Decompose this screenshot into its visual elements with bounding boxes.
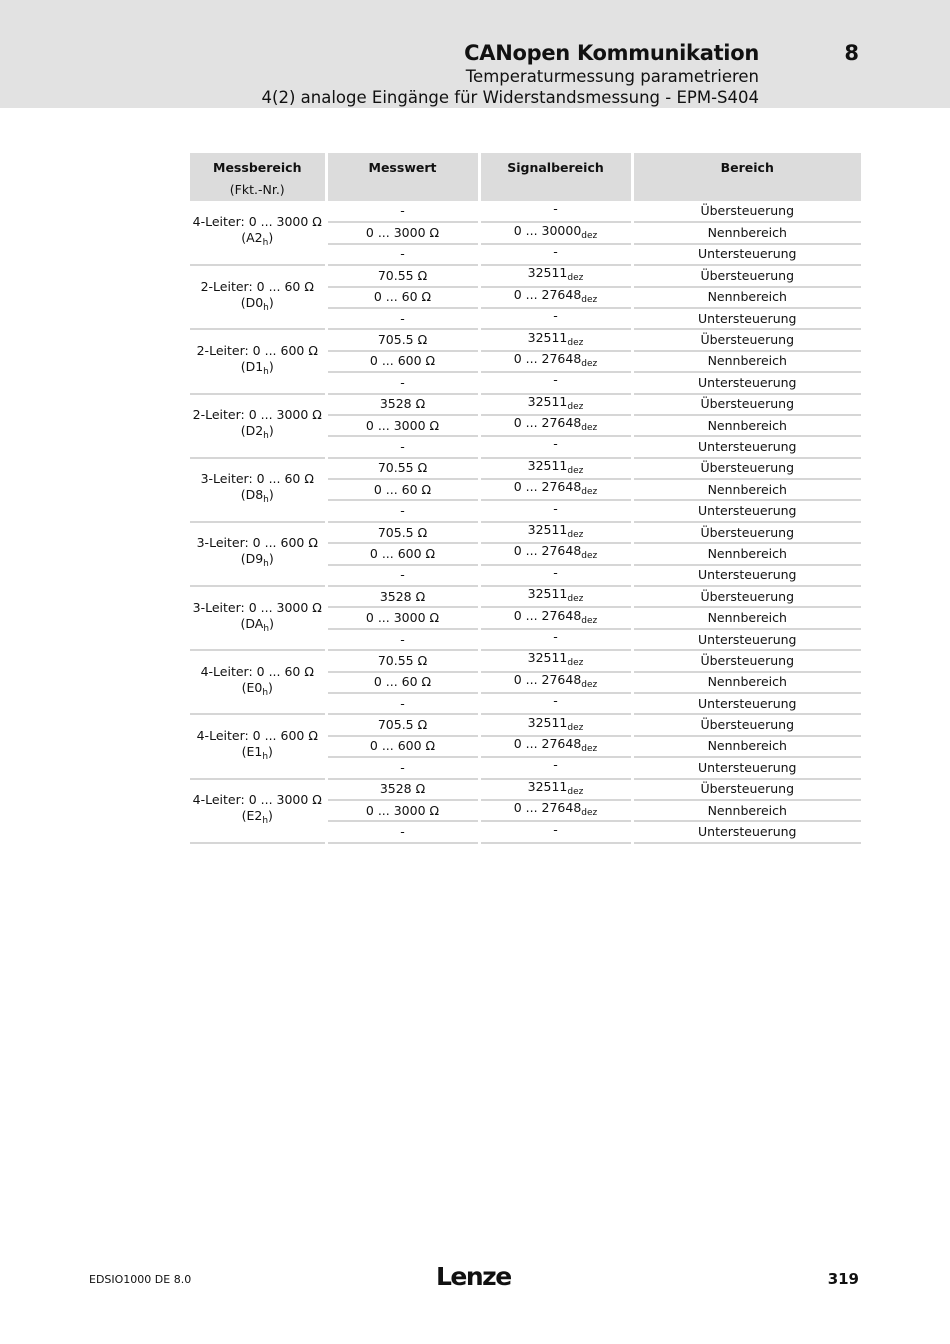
messbereich-cell: [190, 394, 326, 458]
function-code: $(D8_h)$: [240, 487, 274, 506]
signalbereich-cell: [479, 736, 632, 757]
signalbereich-unit: dez: [581, 358, 598, 369]
bereich-cell: Nennbereich: [632, 672, 861, 693]
bereich-cell: Nennbereich: [632, 287, 861, 308]
messwert-cell: 705.5 Ω: [326, 329, 479, 350]
signalbereich-value: 32511: [527, 329, 568, 345]
function-code: $(A2_h)$: [241, 230, 274, 249]
messwert-cell: 0 ... 600 Ω: [326, 351, 479, 372]
table-row: [190, 522, 861, 543]
signalbereich-value: -: [553, 564, 558, 580]
signalbereich-value: 0 ... 27648: [513, 479, 582, 495]
messbereich-range: 4-Leiter: 0 ... 60 Ω: [200, 663, 314, 679]
col-header-messbereich: [190, 153, 326, 201]
signalbereich-unit: dez: [567, 722, 584, 733]
signalbereich-cell: [479, 800, 632, 821]
signalbereich-unit: dez: [567, 401, 584, 412]
messwert-cell: 0 ... 600 Ω: [326, 543, 479, 564]
page-title: CANopen Kommunikation: [464, 41, 759, 65]
bereich-cell: Übersteuerung: [632, 265, 861, 286]
signalbereich-cell: [479, 222, 632, 243]
bereich-cell: Untersteuerung: [632, 821, 861, 842]
signalbereich-value: 32511: [527, 650, 568, 666]
signalbereich-value: 32511: [527, 586, 568, 602]
function-code-value: E1: [246, 743, 263, 759]
signalbereich-cell: [479, 458, 632, 479]
signalbereich-value: 0 ... 27648: [513, 800, 582, 816]
signalbereich-cell: [479, 821, 632, 842]
messwert-cell: -: [326, 436, 479, 457]
signalbereich-unit: dez: [567, 273, 584, 284]
signalbereich-value: -: [553, 629, 558, 644]
bereich-cell: Übersteuerung: [632, 714, 861, 735]
table-row: [190, 329, 861, 350]
messwert-cell: -: [326, 244, 479, 265]
messwert-cell: -: [326, 629, 479, 650]
bereich-cell: Übersteuerung: [632, 201, 861, 222]
signalbereich-unit: dez: [567, 465, 584, 476]
messbereich-cell: [190, 650, 326, 714]
document-code: EDSIO1000 DE 8.0: [89, 1273, 192, 1286]
messbereich-range: 4-Leiter: 0 ... 600 Ω: [196, 727, 318, 743]
signalbereich-cell: [479, 415, 632, 436]
table-row: [190, 394, 861, 415]
section-subtitle: Temperaturmessung parametrieren: [465, 67, 759, 86]
messbereich-range: 2-Leiter: 0 ... 3000 Ω: [192, 407, 322, 423]
signalbereich-cell: [479, 693, 632, 714]
bereich-cell: Nennbereich: [632, 736, 861, 757]
signalbereich-unit: dez: [581, 423, 598, 434]
messwert-cell: -: [326, 693, 479, 714]
bereich-cell: Nennbereich: [632, 222, 861, 243]
function-code-value: D0: [245, 294, 264, 310]
signalbereich-unit: dez: [581, 294, 598, 305]
messbereich-cell: [190, 586, 326, 650]
signalbereich-cell: [479, 201, 632, 222]
signalbereich-cell: [479, 629, 632, 650]
bereich-cell: Übersteuerung: [632, 779, 861, 800]
signalbereich-cell: [479, 714, 632, 735]
signalbereich-cell: [479, 650, 632, 671]
function-code-suffix: h: [262, 816, 269, 827]
table-row: [190, 458, 861, 479]
signalbereich-unit: dez: [581, 551, 598, 562]
function-code: $(D1_h)$: [240, 358, 274, 377]
signalbereich-cell: [479, 672, 632, 693]
signalbereich-unit: dez: [581, 743, 598, 754]
bereich-cell: Übersteuerung: [632, 522, 861, 543]
function-code-suffix: h: [262, 238, 269, 249]
bereich-cell: Untersteuerung: [632, 629, 861, 650]
signalbereich-unit: dez: [567, 530, 584, 541]
messwert-cell: 0 ... 3000 Ω: [326, 607, 479, 628]
messwert-cell: -: [326, 372, 479, 393]
bereich-cell: Untersteuerung: [632, 565, 861, 586]
function-code-suffix: h: [262, 751, 269, 762]
table-row: [190, 714, 861, 735]
signalbereich-value: 0 ... 27648: [513, 286, 582, 302]
signalbereich-cell: [479, 779, 632, 800]
messwert-cell: 70.55 Ω: [326, 650, 479, 671]
signalbereich-value: -: [553, 243, 558, 259]
signalbereich-value: 0 ... 27648: [513, 607, 582, 623]
function-code: $(E1_h)$: [241, 743, 273, 762]
signalbereich-value: 32511: [527, 393, 568, 409]
signalbereich-unit: dez: [567, 786, 584, 797]
bereich-cell: Untersteuerung: [632, 436, 861, 457]
bereich-cell: Untersteuerung: [632, 757, 861, 778]
messwert-cell: -: [326, 201, 479, 222]
messwert-cell: 0 ... 3000 Ω: [326, 800, 479, 821]
signalbereich-value: 32511: [527, 714, 568, 730]
messwert-cell: 3528 Ω: [326, 394, 479, 415]
messwert-cell: 0 ... 60 Ω: [326, 287, 479, 308]
signalbereich-unit: dez: [567, 658, 584, 669]
signalbereich-value: 0 ... 27648: [513, 543, 582, 559]
messbereich-range: 3-Leiter: 0 ... 600 Ω: [196, 535, 318, 551]
messwert-cell: -: [326, 500, 479, 521]
function-code-value: D8: [245, 487, 264, 503]
function-code-suffix: h: [263, 623, 270, 634]
signalbereich-value: 32511: [527, 778, 568, 794]
signalbereich-value: 32511: [527, 522, 568, 538]
signalbereich-cell: [479, 265, 632, 286]
messbereich-range: 3-Leiter: 0 ... 60 Ω: [200, 471, 314, 487]
function-code-suffix: h: [263, 431, 269, 442]
function-code: $(D2_h)$: [240, 423, 274, 442]
function-code: $(E0_h)$: [241, 679, 273, 698]
signalbereich-value: -: [553, 500, 558, 516]
bereich-cell: Untersteuerung: [632, 244, 861, 265]
signalbereich-value: -: [553, 436, 558, 452]
signalbereich-unit: dez: [581, 679, 598, 690]
col-header-signalbereich: [479, 153, 632, 201]
signalbereich-value: 0 ... 27648: [513, 735, 582, 751]
bereich-cell: Nennbereich: [632, 351, 861, 372]
bereich-cell: Nennbereich: [632, 479, 861, 500]
chapter-number: 8: [844, 41, 859, 65]
table-header-row: [190, 153, 861, 201]
bereich-cell: Übersteuerung: [632, 394, 861, 415]
function-code-suffix: h: [263, 559, 269, 570]
bereich-cell: Übersteuerung: [632, 650, 861, 671]
function-code: $(D9_h)$: [240, 551, 274, 570]
signalbereich-cell: [479, 757, 632, 778]
signalbereich-value: 0 ... 27648: [513, 350, 582, 366]
signalbereich-cell: [479, 565, 632, 586]
signalbereich-cell: [479, 436, 632, 457]
signalbereich-value: -: [553, 757, 558, 773]
bereich-cell: Untersteuerung: [632, 500, 861, 521]
signalbereich-value: -: [553, 308, 558, 324]
messwert-cell: 0 ... 3000 Ω: [326, 222, 479, 243]
table-row: [190, 586, 861, 607]
table-row: [190, 265, 861, 286]
messbereich-range: 4-Leiter: 0 ... 3000 Ω: [192, 792, 322, 808]
bereich-cell: Untersteuerung: [632, 693, 861, 714]
messbereich-cell: [190, 522, 326, 586]
page-number: 319: [827, 1270, 859, 1288]
signalbereich-value: 0 ... 27648: [513, 415, 582, 431]
table-row: [190, 201, 861, 222]
signalbereich-unit: dez: [581, 615, 598, 626]
function-code-value: E2: [246, 808, 263, 824]
function-code-value: D2: [245, 423, 264, 439]
col-header-messbereich-sub: (Fkt.-Nr.): [229, 182, 285, 197]
bereich-cell: Übersteuerung: [632, 329, 861, 350]
signalbereich-cell: [479, 607, 632, 628]
signalbereich-value: -: [553, 372, 558, 388]
messbereich-range: 2-Leiter: 0 ... 60 Ω: [200, 278, 314, 294]
bereich-cell: Untersteuerung: [632, 308, 861, 329]
bereich-cell: Übersteuerung: [632, 586, 861, 607]
function-code-value: D1: [245, 358, 264, 374]
function-code-suffix: h: [262, 687, 269, 698]
signalbereich-unit: dez: [581, 487, 598, 498]
subsection-subtitle: 4(2) analoge Eingänge für Widerstandsmessung - EPM-S404: [261, 88, 759, 107]
signalbereich-cell: [479, 351, 632, 372]
col-header-messwert-label: Messwert: [368, 160, 437, 175]
bereich-cell: Nennbereich: [632, 800, 861, 821]
signalbereich-value: 0 ... 30000: [513, 222, 582, 238]
col-header-messbereich-label: Messbereich: [213, 160, 302, 175]
function-code: $(E2_h)$: [241, 808, 273, 827]
table-row: [190, 779, 861, 800]
messwert-cell: 70.55 Ω: [326, 458, 479, 479]
signalbereich-cell: [479, 372, 632, 393]
signalbereich-value: -: [553, 821, 558, 837]
function-code: $(D0_h)$: [240, 294, 274, 313]
messbereich-cell: [190, 714, 326, 778]
signalbereich-cell: [479, 244, 632, 265]
signalbereich-cell: [479, 522, 632, 543]
bereich-cell: Übersteuerung: [632, 458, 861, 479]
messwert-cell: 705.5 Ω: [326, 714, 479, 735]
messbereich-cell: [190, 458, 326, 522]
signalbereich-cell: [479, 586, 632, 607]
messwert-cell: -: [326, 757, 479, 778]
signalbereich-value: -: [553, 200, 558, 216]
signalbereich-value: 32511: [527, 265, 568, 281]
messwert-cell: 70.55 Ω: [326, 265, 479, 286]
signalbereich-cell: [479, 329, 632, 350]
function-code-value: A2: [246, 230, 263, 246]
messwert-cell: -: [326, 565, 479, 586]
signalbereich-cell: [479, 287, 632, 308]
signalbereich-cell: [479, 394, 632, 415]
bereich-cell: Nennbereich: [632, 607, 861, 628]
signalbereich-value: -: [553, 693, 558, 709]
function-code-value: DA: [245, 615, 264, 631]
function-code-value: D9: [245, 551, 264, 567]
messwert-cell: -: [326, 821, 479, 842]
signalbereich-cell: [479, 543, 632, 564]
col-header-signalbereich-label: Signalbereich: [507, 160, 604, 175]
messwert-cell: 3528 Ω: [326, 586, 479, 607]
col-header-bereich: [632, 153, 861, 201]
signalbereich-value: 0 ... 27648: [513, 671, 582, 687]
messbereich-cell: [190, 779, 326, 843]
table-row: [190, 650, 861, 671]
signalbereich-cell: [479, 479, 632, 500]
messbereich-range: 4-Leiter: 0 ... 3000 Ω: [192, 214, 322, 230]
col-header-bereich-label: Bereich: [720, 160, 774, 175]
signalbereich-unit: dez: [567, 594, 584, 605]
messwert-cell: 0 ... 3000 Ω: [326, 415, 479, 436]
measurement-table: [190, 153, 861, 844]
messwert-cell: 3528 Ω: [326, 779, 479, 800]
messbereich-cell: [190, 329, 326, 393]
function-code: $(DA_h)$: [240, 615, 274, 634]
messbereich-cell: [190, 265, 326, 329]
signalbereich-unit: dez: [567, 337, 584, 348]
function-code-suffix: h: [263, 366, 269, 377]
messwert-cell: 0 ... 600 Ω: [326, 736, 479, 757]
signalbereich-value: 32511: [527, 457, 568, 473]
bereich-cell: Nennbereich: [632, 415, 861, 436]
lenze-logo: Lenze: [436, 1262, 511, 1291]
signalbereich-cell: [479, 308, 632, 329]
bereich-cell: Nennbereich: [632, 543, 861, 564]
signalbereich-unit: dez: [581, 808, 598, 819]
signalbereich-cell: [479, 500, 632, 521]
table-body: [190, 201, 861, 843]
messwert-cell: 0 ... 60 Ω: [326, 479, 479, 500]
function-code-suffix: h: [263, 495, 269, 506]
col-header-messwert: [326, 153, 479, 201]
function-code-suffix: h: [263, 302, 269, 313]
messwert-cell: 0 ... 60 Ω: [326, 672, 479, 693]
signalbereich-unit: dez: [581, 230, 598, 241]
messbereich-range: 3-Leiter: 0 ... 3000 Ω: [192, 599, 322, 615]
messbereich-range: 2-Leiter: 0 ... 600 Ω: [196, 342, 318, 358]
function-code-value: E0: [246, 679, 263, 695]
bereich-cell: Untersteuerung: [632, 372, 861, 393]
messwert-cell: 705.5 Ω: [326, 522, 479, 543]
messwert-cell: -: [326, 308, 479, 329]
messbereich-cell: [190, 201, 326, 265]
